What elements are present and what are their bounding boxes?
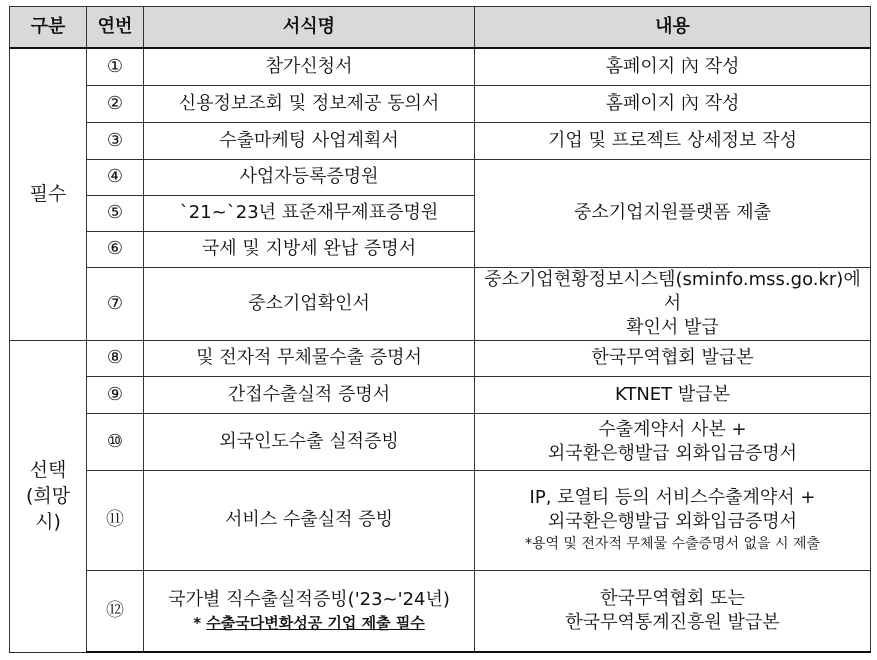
content-line: 한국무역통계진흥원 발급본 (565, 611, 780, 633)
table-row (10, 159, 871, 195)
content: 기업 및 프로젝트 상세정보 작성 (475, 122, 871, 159)
content-line: 외국환은행발급 외화입금증명서 (547, 511, 798, 532)
table-row (10, 570, 871, 652)
table-row (10, 48, 871, 85)
form-name: 외국인도수출 실적증빙 (144, 413, 475, 470)
row-number: ⑫ (87, 570, 144, 652)
content-line: IP, 로열티 등의 서비스수출계약서 + (529, 487, 816, 508)
category-required: 필수 (10, 48, 87, 340)
form-name: 국세 및 지방세 완납 증명서 (144, 231, 475, 267)
row-number: ⑩ (87, 413, 144, 470)
form-name: 사업자등록증명원 (144, 159, 475, 195)
table-row (10, 122, 871, 159)
row-number: ⑨ (87, 376, 144, 413)
row-number: ① (87, 48, 144, 85)
category-line: (희망시) (25, 485, 71, 533)
category-optional (10, 340, 87, 652)
form-name: `21~`23년 표준재무제표증명원 (144, 195, 475, 231)
content-line: 외국환은행발급 외화입금증명서 (547, 442, 798, 464)
form-line: 국가별 직수출실적증빙('23~'24년) (168, 588, 450, 610)
form-name: 서비스 수출실적 증빙 (144, 470, 475, 570)
form-name: 참가신청서 (144, 48, 475, 85)
content-note: *용역 및 전자적 무체물 수출증명서 없을 시 제출 (524, 536, 821, 552)
note-prefix: * (193, 613, 207, 632)
category-line: 선택 (29, 459, 67, 481)
content: KTNET 발급본 (475, 376, 871, 413)
row-number: ⑪ (87, 470, 144, 570)
header-form-name: 서식명 (144, 7, 475, 49)
form-name (144, 570, 475, 652)
form-name: 수출마케팅 사업계획서 (144, 122, 475, 159)
note-text: 수출국다변화성공 기업 제출 필수 (206, 613, 425, 632)
content-line: 중소기업현황정보시스템(sminfo.mss.go.kr)에서 (484, 268, 861, 314)
row-number: ③ (87, 122, 144, 159)
form-name: 및 전자적 무체물수출 증명서 (144, 340, 475, 376)
content-line: 수출계약서 사본 + (598, 418, 747, 440)
documents-table (9, 6, 871, 653)
table-row (10, 470, 871, 570)
table-row (10, 413, 871, 470)
form-name: 신용정보조회 및 정보제공 동의서 (144, 85, 475, 122)
content: 홈페이지 內 작성 (475, 85, 871, 122)
content-merged: 중소기업지원플랫폼 제출 (475, 159, 871, 267)
content (475, 470, 871, 570)
header-row (10, 7, 871, 49)
header-content: 내용 (475, 7, 871, 49)
content (475, 570, 871, 652)
header-category: 구분 (10, 7, 87, 49)
content-line: 한국무역협회 또는 (600, 587, 745, 609)
content (475, 267, 871, 340)
content-line: 확인서 발급 (626, 316, 719, 338)
table-row (10, 85, 871, 122)
content: 홈페이지 內 작성 (475, 48, 871, 85)
row-number: ⑧ (87, 340, 144, 376)
form-name: 중소기업확인서 (144, 267, 475, 340)
row-number: ⑥ (87, 231, 144, 267)
form-note (148, 612, 470, 634)
row-number: ④ (87, 159, 144, 195)
header-number: 연번 (87, 7, 144, 49)
form-name: 간접수출실적 증명서 (144, 376, 475, 413)
row-number: ⑦ (87, 267, 144, 340)
row-number: ⑤ (87, 195, 144, 231)
row-number: ② (87, 85, 144, 122)
table-row (10, 267, 871, 340)
table-row (10, 340, 871, 376)
content: 한국무역협회 발급본 (475, 340, 871, 376)
content (475, 413, 871, 470)
table-row (10, 376, 871, 413)
